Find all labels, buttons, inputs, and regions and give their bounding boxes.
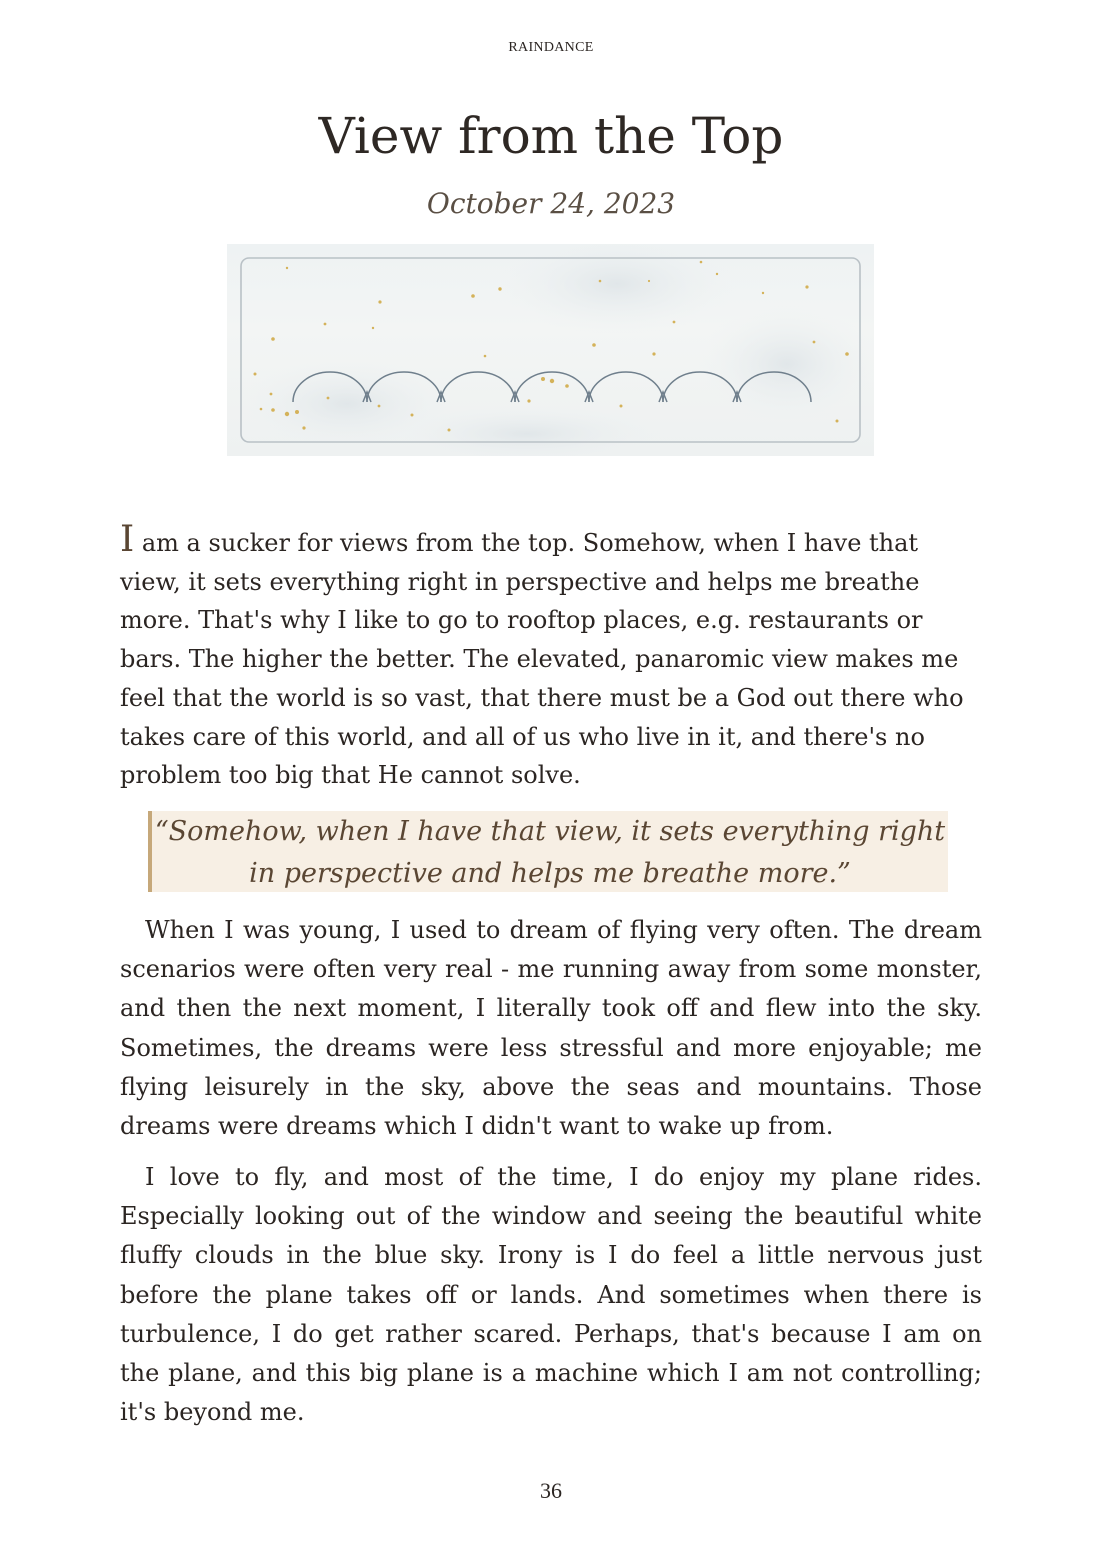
drop-cap: I — [120, 519, 135, 560]
paragraph-3: I love to fly, and most of the time, I do enjoy my plane rides. Especially looking out of the window and seeing the beautiful white fluffy clouds in the blue sky. Irony is I do feel a little nervous just before the plane takes off or lands. And sometimes when there is turbulence, I do get rather scared. Perhaps, that's because I am on the plane, and this big plane is a machine which I am not controlling; it's beyond me. — [120, 1163, 982, 1427]
article-date: October 24, 2023 — [426, 187, 676, 220]
cloud-arches-illustration — [227, 244, 874, 456]
page-number: 36 — [540, 1478, 562, 1503]
page-title: View from the Top — [318, 107, 784, 165]
paragraph-1 — [120, 519, 982, 795]
paragraph-1-text: am a sucker for views from the top. Somehow, when I have that view, it sets everything right in perspective and helps me breathe more. That's why I like to go to rooftop places, e.g. restaurants or bars. The higher the better. The elevated, panaromic view makes me feel that the world is so vast, that there must be a God out there who takes care of this world, and all of us who live in it, and there's no problem too big that He cannot solve. — [120, 529, 964, 790]
decorative-banner — [227, 244, 874, 456]
pull-quote: “Somehow, when I have that view, it sets everything right in perspective and helps me breathe more.” — [148, 811, 948, 892]
running-header: RAINDANCE — [508, 40, 594, 55]
paragraph-2: When I was young, I used to dream of flying very often. The dream scenarios were often very real - me running away from some monster, and then the next moment, I literally took off and flew into the sky. Sometimes, the dreams were less stressful and more enjoyable; me flying leisurely in the sky, above the seas and mountains. Those dreams were dreams which I didn't want to wake up from. — [120, 916, 982, 1141]
